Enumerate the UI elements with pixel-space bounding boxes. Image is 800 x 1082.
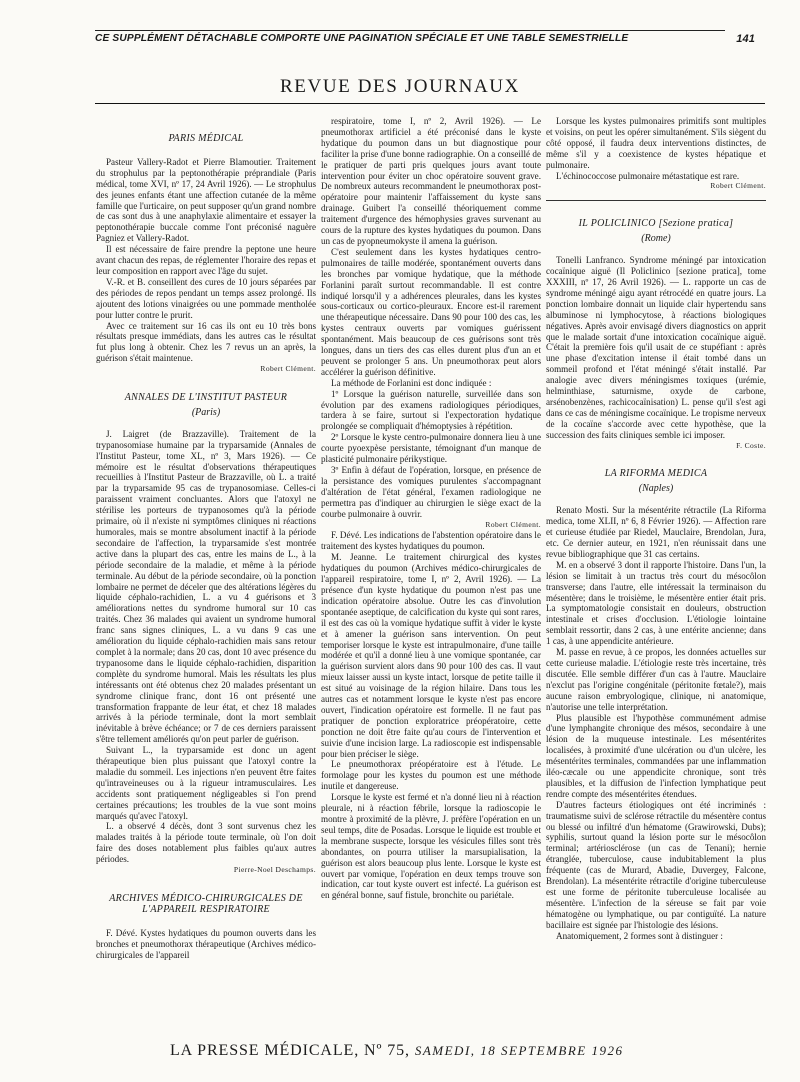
paragraph: Plus plausible est l'hypothèse communément admise d'une lymphangite chronique des mésos, secondaire à une lésion de la muqueuse intestinale. Les mésentérites localisées, à proximité d'une ulcération ou d'un ulcère, les mésentérites terminales, commandées par une inflammation iléo-cæcale ou une appendicite chronique, sont très plausibles, et la diffusion de l'infection lymphatique peut rendre compte des mésentérites étendues. [546,712,766,799]
paragraph: Anatomiquement, 2 formes sont à distinguer : [556,930,723,941]
section-subheading: (Rome) [641,233,671,245]
paragraph: Lorsque le kyste est fermé et n'a donné lieu ni à réaction pleurale, ni à réaction fébrile, lorsque la radioscopie le montre à proximité de la plèvre, J. préfère l'opération en un seul temps, dite de Posadas. Lorsque le liquide est trouble et la membrane suspecte, lorsque les vésicules filles sont très abondantes, on pourra utiliser la marsupialisation, la guérison est alors beaucoup plus lente. Lorsque le kyste est ouvert par vomique, l'opération en deux temps trouve son indication, car tout kyste ouvert est infecté. La guérison est en général bonne, sauf fistule, bronchite ou pariétale. [321,792,541,901]
paragraph: Avec ce traitement sur 16 cas ils ont eu 10 très bons résultats presque immédiats, dans les autres cas le résultat fut plus long à obtenir. Chez les 7 revus un an après, la guérison s'était maintenue. [96,320,316,364]
paragraph: F. Dévé. Kystes hydatiques du poumon ouverts dans les bronches et pneumothorax thérapeutique (Archives médico-chirurgicales de l'appareil [96,927,316,960]
article-columns [96,108,766,1028]
paragraph: Lorsque les kystes pulmonaires primitifs sont multiples et voisins, on peut les opérer simultanément. S'ils siègent du côté opposé, il faudra deux interventions distinctes, de même s'il y a coexistence de kystes hépatique et pulmonaire. [546,116,766,170]
section-heading: ANNALES DE L'INSTITUT PASTEUR [124,392,288,404]
paragraph: M. Jeanne. Le traitement chirurgical des kystes hydatiques du poumon (Archives médico-chirurgicales de l'appareil respiratoire, tome I, nº 2, Avril 1926). — La présence d'un kyste hydatique du poumon n'est pas une indication opératoire absolue. Outre les cas d'involution spontanée aseptique, de calcification du kyste qui sont rares, il est des cas où la vomique hydatique suffit à vider le kyste et à amener la guérison sans intervention. On peut temporiser lorsque le kyste est intrapulmonaire, d'une taille modérée et qu'il a donné lieu à une vomique spontanée, car la guérison survient alors dans 90 pour 100 des cas. Il vaut mieux laisser aussi un kyste intact, lorsque de petite taille il est situé au voisinage de la région hilaire. Dans tous les autres cas et notamment lorsque le kyste n'est pas encore ouvert, l'indication opératoire est formelle. Il ne faut pas pratiquer de ponction exploratrice préopératoire, cette ponction ne doit être faite qu'au cours de l'intervention et suivie d'une incision large. La radioscopie est indispensable pour bien préciser le siège. [321,552,541,759]
author-signature: F. Coste. [736,440,766,450]
top-banner [95,30,755,45]
section-subheading: (Naples) [638,483,674,495]
section-subheading: (Paris) [191,406,221,418]
author-signature: Robert Clément. [260,364,316,374]
footer-journal: LA PRESSE MÉDICALE, Nº 75, [170,1042,410,1059]
banner-text: CE SUPPLÉMENT DÉTACHABLE COMPORTE UNE PAGINATION SPÉCIALE ET UNE TABLE SEMESTRIELLE [95,33,629,44]
paragraph: D'autres facteurs étiologiques ont été incriminés : traumatisme suivi de sclérose rétractile du mésentère contus ou blessé ou infiltré d'un hématome (Grawirowski, Dubs); syphilis, surtout quand la lésion porte sur le mésocôlon terminal; artériosclérose (un cas de Tenani); hernie étranglée, tuberculose, cause indubitablement la plus fréquente (cas de Murard, Abadie, Duvergey, Falcone, Brendolan). La mésentérite rétractile d'origine tuberculeuse est une forme de péritonite tuberculeuse localisée au mésentère. L'infection de la séreuse se fait par voie hématogène ou lymphatique, ou par contiguïté. La nature bacillaire est signée par l'histologie des lésions. [546,799,766,930]
column-right [546,116,766,1024]
page-footer [170,1042,760,1060]
paragraph: 3º Enfin à défaut de l'opération, lorsque, en présence de la persistance des vomiques purulentes s'accompagnant d'altération de l'état général, l'examen radiologique ne permettra pas d'indiquer au chirurgien le siège exact de la courbe pulmonaire à ouvrir. [321,465,541,519]
section-heading: LA RIFORMA MEDICA [604,468,708,480]
paragraph: J. Laigret (de Brazzaville). Traitement de la trypanosomiase humaine par la tryparsamide (Annales de l'Institut Pasteur, tome XL, nº 3, Mars 1926). — Ce mémoire est le résultat d'observations thérapeutiques recueillies à l'Institut Pasteur de Brazzaville, où L. a traité par la tryparsamide 95 cas de trypanosomiase. Celles-ci paraissent vraiment concluantes. Alors que l'atoxyl ne stérilise les porteurs de trypanosomes qu'à la période primaire, où il n'existe ni symptômes cliniques ni réactions humorales, mais se montre absolument inactif à la période secondaire de l'affection, la tryparsamide s'est montrée active dans la plupart des cas, entre les mains de L., à la période secondaire de la maladie, et même à la période terminale. Au début de la période secondaire, où la ponction lombaire ne permet de déceler que des altérations légères du liquide céphalo-rachidien, L. a vu 4 guérisons et 3 améliorations nettes du syndrome humoral sur 10 cas traités. Chez 36 malades qui avaient un syndrome humoral franc sans signes cliniques, L. a vu dans 9 cas une amélioration du liquide céphalo-rachidien mais sans retour complet à la normale; dans 20 cas, dont 10 avec présence du trypanosome dans le liquide céphalo-rachidien, disparition complète du syndrome humoral. Mais les résultats les plus intéressants ont été obtenus chez 20 malades présentant un syndrome clinique franc, dont 16 ont présenté une transformation frappante de leur état, et chez 18 malades arrivés à la période terminale, dont la mort semblait inévitable à brève échéance; or 7 de ces derniers paraissent s'être tellement améliorés qu'on peut parler de guérison. [96,428,316,745]
paragraph: L. a observé 4 décès, dont 3 sont survenus chez les malades traités à la période toute terminale, où l'on doit faire des doses notablement plus faibles qu'aux autres périodes. [96,821,316,865]
author-signature: Robert Clément. [710,181,766,191]
paragraph: Le pneumothorax préopératoire est à l'étude. Le formolage pour les kystes du poumon est une méthode inutile et dangereuse. [321,759,541,792]
paragraph: Tonelli Lanfranco. Syndrome méningé par intoxication cocaïnique aiguë (Il Policlinico [sezione pratica], tome XXXIII, nº 17, 26 Avril 1926). — L. rapporte un cas de syndrome méningé aigu ayant rétrocédé en quatre jours. La ponction lombaire donnait un liquide clair hypertendu sans albuminose ni lymphocytose, à réactions biologiques négatives. Après avoir envisagé divers diagnostics on apprit que le malade sortait d'une intoxication cocaïnique aiguë. C'était la première fois qu'il usait de ce stupéfiant : après une phase d'excitation intense il était tombé dans un sommeil profond et l'état méningé s'était installé. Par analogie avec divers méningismes toxiques (urémie, helminthiase, saturnisme, oxyde de carbone, arsénobenzènes, rachicocaïnisation) L. pense qu'il s'est agi dans ce cas de méningisme cocaïnique. Le tropisme nerveux de la cocaïne s'accorde avec cette hypothèse, que la succession des faits cliniques semble ici imposer. [546,255,766,440]
paragraph: 2º Lorsque le kyste centro-pulmonaire donnera lieu à une courte pyoexpèse persistante, témoignant d'un manque de plasticité pulmonaire périkystique. [321,432,541,465]
paragraph: C'est seulement dans les kystes hydatiques centro-pulmonaires de taille modérée, spontanément ouverts dans les bronches par vomique hydatique, que la méthode Forlanini paraît surtout recommandable. Il est contre indiqué lorsqu'il y a adhérences pleurales, dans les kystes sous-corticaux ou cortico-pleuraux. Encore est-il rarement une thérapeutique nécessaire. Dans 90 pour 100 des cas, les kystes centraux ouverts par vomiques guérissent spontanément. Mais beaucoup de ces guérisons sont très longues, dans un tiers des cas elles durent plus d'un an et peuvent se prolonger 5 ans. Un pneumothorax peut alors accélérer la guérison définitive. [321,246,541,377]
paragraph: M. en a observé 3 dont il rapporte l'histoire. Dans l'un, la lésion se limitait à un tractus très court du mésocôlon transverse; dans l'autre, elle intéressait la terminaison du mésentère; dans le troisième, le mésentère entier était pris. La symptomatologie consistait en douleurs, obstruction intestinale et crises d'occlusion. L'étiologie lointaine semblait ressortir, dans 2 cas, à une entérite ancienne; dans 1 cas, à une appendicite antérieure. [546,559,766,647]
paragraph: Renato Mosti. Sur la mésentérite rétractile (La Riforma medica, tome XLII, nº 6, 8 Février 1926). — Affection rare et curieuse étudiée par Riedel, Mauclaire, Brendolan, Jura, etc. Ce dernier auteur, en 1921, n'en réunissait dans une revue bibliographique que 31 cas certains. [546,505,766,559]
paragraph: Il est nécessaire de faire prendre la peptone une heure avant chacun des repas, de réglementer l'horaire des repas et leur composition en rapport avec l'âge du sujet. [96,244,316,276]
paragraph: La méthode de Forlanini est donc indiquée : [331,377,492,388]
paragraph: L'échinococcose pulmonaire métastatique est rare. [556,170,740,181]
paragraph: F. Dévé. Les indications de l'abstention opératoire dans le traitement des kystes hydatiques du poumon. [321,530,541,552]
author-signature: Robert Clément. [485,519,541,529]
paragraph: respiratoire, tome I, nº 2, Avril 1926). — Le pneumothorax artificiel a été préconisé dans le kyste hydatique du poumon dans un but diagnostique pour faciliter la prise d'une bonne radiographie. On a conseillé de le pratiquer de parti pris quelques jours avant toute intervention pour éviter un choc opératoire souvent grave. De nombreux auteurs recommandent le pneumothorax post-opératoire pour maintenir l'affaissement du kyste sans drainage. Guibert l'a conseillé théoriquement comme traitement d'urgence des hémophysies graves survenant au cours de la rupture des kystes hydatiques du poumon. Dans un cas de pyopneumokyste il amena la guérison. [321,116,541,246]
paragraph: Suivant L., la tryparsamide est donc un agent thérapeutique bien plus puissant que l'atoxyl contre la maladie du sommeil. Les injections n'en peuvent être faites qu'intraveineuses ou à la rigueur intramusculaires. Les accidents sont pratiquement négligeables si l'on prend certaines précautions; les troubles de la vue sont moins marqués qu'avec l'atoxyl. [96,745,316,821]
title-rule [95,103,765,104]
section-heading: ARCHIVES MÉDICO-CHIRURGICALES DE L'APPAREIL RESPIRATOIRE [109,893,303,915]
paragraph: Pasteur Vallery-Radot et Pierre Blamoutier. Traitement du strophulus par la peptonothérapie préprandiale (Paris médical, tome XVI, nº 17, 24 Avril 1926). — Le strophulus des jeunes enfants étant une affection cutanée de la même famille que l'urticaire, on peut supposer qu'un grand nombre de cas sont dus à une anaphylaxie alimentaire et essayer la peptonothérapie buccale comme l'ont préconisé naguère Pagniez et Vallery-Radot. [96,156,316,244]
section-heading: PARIS MÉDICAL [168,133,244,144]
author-signature: Pierre-Noel Deschamps. [233,865,316,875]
divider [546,200,766,201]
column-middle [321,116,541,1024]
page-number: 141 [736,33,755,45]
paragraph: 1º Lorsque la guérison naturelle, surveillée dans son évolution par des examens radiologiques périodiques, tardera à se faire, surtout si l'expectoration hydatique prolongée se compliquait d'hémoptysies à répétition. [321,388,541,432]
paragraph: V.-R. et B. conseillent des cures de 10 jours séparées par des périodes de repos pendant un temps assez prolongé. Ils ajoutent des lotions vinaigrées ou une pommade mentholée pour lutter contre le prurit. [96,276,316,320]
footer-date: SAMEDI, 18 SEPTEMBRE 1926 [414,1043,624,1058]
section-heading: IL POLICLINICO [Sezione pratica] [578,218,734,230]
paragraph: M. passe en revue, à ce propos, les données actuelles sur cette curieuse maladie. L'étiologie reste très incertaine, très discutée. Elle semble différer d'un cas à l'autre. Mauclaire n'exclut pas l'origine congénitale (péritonite fœtale?), mais aucune raison embryologique, clinique, ni anatomique, n'autorise une telle interprétation. [546,647,766,712]
column-left [96,116,316,1024]
page-title: REVUE DES JOURNAUX [280,76,520,97]
